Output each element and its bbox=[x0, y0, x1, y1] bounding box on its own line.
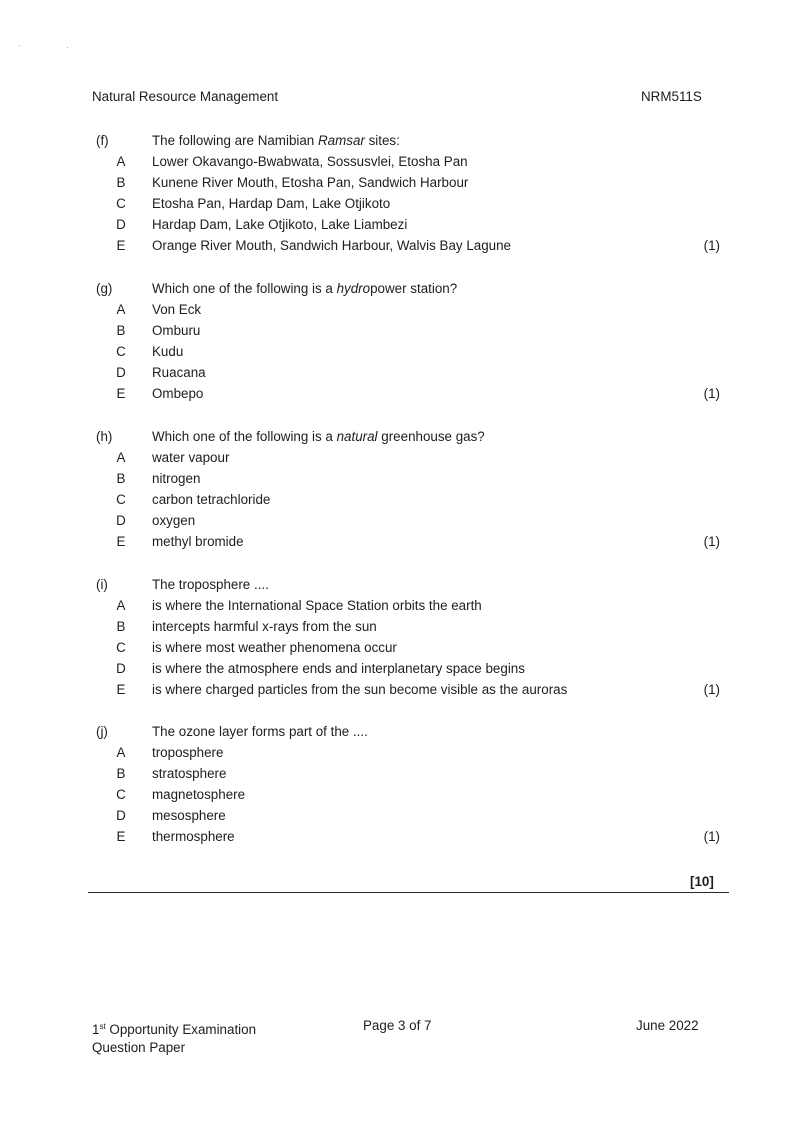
option-c bbox=[92, 784, 732, 805]
option-text: magnetosphere bbox=[152, 787, 246, 802]
option-letter: D bbox=[116, 513, 126, 528]
marks-allocation: (1) bbox=[703, 829, 720, 844]
scan-speck: · bbox=[18, 40, 21, 50]
option-e bbox=[92, 235, 732, 256]
option-text: stratosphere bbox=[152, 766, 227, 781]
option-letter: C bbox=[116, 196, 126, 211]
option-text: Hardap Dam, Lake Otjikoto, Lake Liambezi bbox=[152, 217, 408, 232]
option-a bbox=[92, 151, 732, 172]
question-number: (j) bbox=[96, 724, 108, 739]
option-text: oxygen bbox=[152, 513, 196, 528]
question-j bbox=[92, 721, 732, 847]
option-letter: E bbox=[116, 682, 126, 697]
option-b bbox=[92, 172, 732, 193]
option-letter: C bbox=[116, 492, 126, 507]
question-text: The ozone layer forms part of the .... bbox=[152, 724, 368, 739]
option-b bbox=[92, 320, 732, 341]
option-b bbox=[92, 468, 732, 489]
question-number: (g) bbox=[96, 281, 113, 296]
marks-allocation: (1) bbox=[703, 682, 720, 697]
option-letter: B bbox=[116, 766, 126, 781]
option-a bbox=[92, 742, 732, 763]
option-text: Kunene River Mouth, Etosha Pan, Sandwich Harbour bbox=[152, 175, 469, 190]
exam-opportunity: 1st Opportunity Examination bbox=[92, 1022, 257, 1037]
question-number: (f) bbox=[96, 133, 109, 148]
question-stem bbox=[92, 426, 732, 447]
option-text: is where the International Space Station orbits the earth bbox=[152, 598, 482, 613]
option-letter: B bbox=[116, 471, 126, 486]
question-stem bbox=[92, 574, 732, 595]
question-i bbox=[92, 574, 732, 700]
question-text: Which one of the following is a natural greenhouse gas? bbox=[152, 429, 485, 444]
option-letter: D bbox=[116, 365, 126, 380]
option-letter: D bbox=[116, 661, 126, 676]
question-text: Which one of the following is a hydropower station? bbox=[152, 281, 458, 296]
option-d bbox=[92, 658, 732, 679]
exam-date: June 2022 bbox=[636, 1018, 699, 1033]
option-text: Kudu bbox=[152, 344, 184, 359]
option-text: is where charged particles from the sun become visible as the auroras bbox=[152, 682, 568, 697]
option-letter: D bbox=[116, 808, 126, 823]
option-letter: A bbox=[116, 745, 126, 760]
option-d bbox=[92, 510, 732, 531]
option-text: Omburu bbox=[152, 323, 201, 338]
page-number: Page 3 of 7 bbox=[363, 1018, 432, 1033]
marks-allocation: (1) bbox=[703, 534, 720, 549]
option-d bbox=[92, 214, 732, 235]
option-letter: C bbox=[116, 344, 126, 359]
option-d bbox=[92, 362, 732, 383]
option-text: carbon tetrachloride bbox=[152, 492, 271, 507]
option-letter: C bbox=[116, 787, 126, 802]
option-e bbox=[92, 679, 732, 700]
option-letter: B bbox=[116, 619, 126, 634]
option-text: water vapour bbox=[152, 450, 230, 465]
option-a bbox=[92, 595, 732, 616]
option-letter: B bbox=[116, 175, 126, 190]
course-code: NRM511S bbox=[641, 89, 702, 104]
option-text: Ruacana bbox=[152, 365, 206, 380]
option-text: troposphere bbox=[152, 745, 224, 760]
option-text: methyl bromide bbox=[152, 534, 244, 549]
option-text: Orange River Mouth, Sandwich Harbour, Walvis Bay Lagune bbox=[152, 238, 511, 253]
question-text: The troposphere .... bbox=[152, 577, 269, 592]
scan-speck: · bbox=[66, 42, 69, 52]
option-letter: E bbox=[116, 238, 126, 253]
footer-exam-info bbox=[92, 1018, 256, 1057]
option-text: mesosphere bbox=[152, 808, 226, 823]
option-letter: E bbox=[116, 534, 126, 549]
option-letter: D bbox=[116, 217, 126, 232]
option-text: is where most weather phenomena occur bbox=[152, 640, 397, 655]
marks-allocation: (1) bbox=[703, 386, 720, 401]
question-f bbox=[92, 130, 732, 256]
option-letter: C bbox=[116, 640, 126, 655]
option-text: thermosphere bbox=[152, 829, 235, 844]
question-number: (i) bbox=[96, 577, 108, 592]
paper-type: Question Paper bbox=[92, 1040, 186, 1055]
option-letter: A bbox=[116, 598, 126, 613]
option-letter: A bbox=[116, 154, 126, 169]
option-d bbox=[92, 805, 732, 826]
option-text: Etosha Pan, Hardap Dam, Lake Otjikoto bbox=[152, 196, 391, 211]
option-b bbox=[92, 616, 732, 637]
option-e bbox=[92, 826, 732, 847]
option-text: Von Eck bbox=[152, 302, 202, 317]
divider bbox=[88, 892, 729, 893]
option-e bbox=[92, 531, 732, 552]
option-text: nitrogen bbox=[152, 471, 201, 486]
section-total: [10] bbox=[690, 874, 714, 889]
option-letter: E bbox=[116, 386, 126, 401]
question-text: The following are Namibian Ramsar sites: bbox=[152, 133, 400, 148]
question-stem bbox=[92, 721, 732, 742]
option-letter: A bbox=[116, 450, 126, 465]
option-c bbox=[92, 637, 732, 658]
option-text: Ombepo bbox=[152, 386, 204, 401]
option-letter: E bbox=[116, 829, 126, 844]
question-h bbox=[92, 426, 732, 552]
course-title: Natural Resource Management bbox=[92, 89, 279, 104]
option-letter: A bbox=[116, 302, 126, 317]
option-e bbox=[92, 383, 732, 404]
option-c bbox=[92, 341, 732, 362]
option-letter: B bbox=[116, 323, 126, 338]
option-c bbox=[92, 193, 732, 214]
option-text: is where the atmosphere ends and interplanetary space begins bbox=[152, 661, 525, 676]
marks-allocation: (1) bbox=[703, 238, 720, 253]
option-c bbox=[92, 489, 732, 510]
question-stem bbox=[92, 130, 732, 151]
option-a bbox=[92, 299, 732, 320]
option-text: intercepts harmful x-rays from the sun bbox=[152, 619, 377, 634]
question-number: (h) bbox=[96, 429, 113, 444]
option-text: Lower Okavango-Bwabwata, Sossusvlei, Etosha Pan bbox=[152, 154, 468, 169]
option-a bbox=[92, 447, 732, 468]
question-stem bbox=[92, 278, 732, 299]
question-g bbox=[92, 278, 732, 404]
option-b bbox=[92, 763, 732, 784]
